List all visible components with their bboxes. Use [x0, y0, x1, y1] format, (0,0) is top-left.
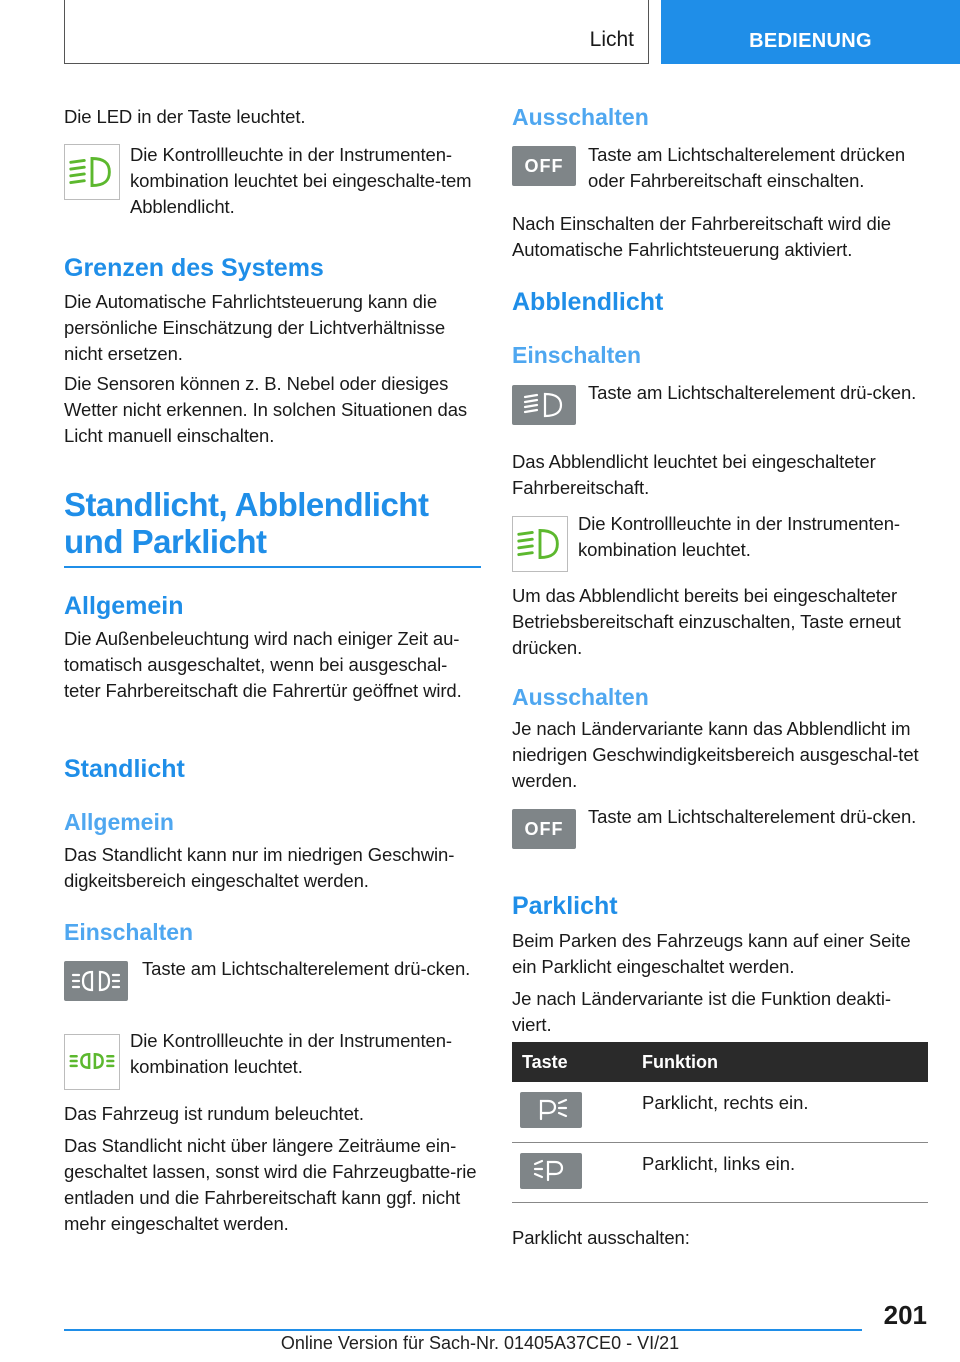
page-number: 201: [883, 1300, 927, 1330]
p-grenzen1: Die Automatische Fahrlichtsteuerung kann die persönliche Einschätzung der Lichtverhältnisse nicht ersetzen.: [64, 291, 446, 364]
table-cell-funktion: Parklicht, rechts ein.: [632, 1082, 928, 1142]
table-header-row: [512, 1042, 928, 1082]
header-box: [64, 0, 649, 64]
heading-stand-allgemein: Allgemein: [64, 809, 174, 835]
heading-standlicht: Standlicht: [64, 755, 185, 783]
heading-abblendlicht: Abblendlicht: [512, 288, 664, 316]
p-abb-leuchtet: Das Abblendlicht leuchtet bei eingeschalteter Fahrbereitschaft.: [512, 451, 876, 498]
btn-stand-text: Taste am Lichtschalterelement drü-cken.: [142, 958, 471, 979]
p-park1: Beim Parken des Fahrzeugs kann auf einer Seite ein Parklicht eingeschaltet werden.: [512, 930, 911, 977]
parking-light-left-button-icon: [520, 1153, 582, 1189]
footer-text: Online Version für Sach-Nr. 01405A37CE0 - VI/21: [280, 1333, 680, 1353]
p-betrieb: Um das Abblendlicht bereits bei eingeschalteter Betriebsbereitschaft einzuschalten, Taste erneut drücken.: [512, 585, 901, 658]
p-laender: Je nach Ländervariante kann das Abblendlicht im niedrigen Geschwindigkeitsbereich ausgeschal-tet werden.: [512, 718, 919, 791]
header-title: Licht: [589, 28, 634, 51]
heading-grenzen: Grenzen des Systems: [64, 254, 324, 282]
ind2-text: Die Kontrollleuchte in der Instrumenten-kombination leuchtet.: [130, 1030, 452, 1077]
p-stand-allgemein: Das Standlicht kann nur im niedrigen Geschwin-digkeitsbereich eingeschaltet werden.: [64, 844, 455, 891]
btn-abb-text: Taste am Lichtschalterelement drü-cken.: [588, 382, 917, 403]
heading-allgemein: Allgemein: [64, 592, 184, 620]
p-led: Die LED in der Taste leuchtet.: [64, 106, 306, 127]
parking-light-right-button-icon: [520, 1092, 582, 1128]
low-beam-indicator-icon-2: [512, 516, 568, 572]
table-row: [512, 1082, 928, 1142]
low-beam-button-icon: [512, 385, 576, 425]
off1-text: Taste am Lichtschalterelement drücken oder Fahrbereitschaft einschalten.: [588, 144, 906, 191]
footer-rule: [64, 1329, 862, 1331]
table-cell-taste: [512, 1142, 632, 1202]
p-nach: Nach Einschalten der Fahrbereitschaft wird die Automatische Fahrlichtsteuerung aktiviert.: [512, 213, 891, 260]
table-cell-funktion: Parklicht, links ein.: [632, 1142, 928, 1202]
p-rundum: Das Fahrzeug ist rundum beleuchtet.: [64, 1103, 364, 1124]
table-cell-taste: [512, 1082, 632, 1142]
parking-light-button-icon: [64, 961, 128, 1001]
heading-abb-einschalten: Einschalten: [512, 342, 642, 368]
ind3-text: Die Kontrollleuchte in der Instrumenten-kombination leuchtet.: [578, 513, 900, 560]
heading-ausschalten: Ausschalten: [512, 104, 649, 130]
off-button-icon-2: OFF: [512, 809, 576, 849]
off2-text: Taste am Lichtschalterelement drü-cken.: [588, 806, 917, 827]
heading-rule: [64, 566, 481, 568]
p-warnung: Das Standlicht nicht über längere Zeiträume ein-geschaltet lassen, sonst wird die Fahrzeugbatte-rie entladen und die Fahrbereitschaft kann ggf. nicht mehr eingeschaltet werden.: [64, 1135, 477, 1234]
heading-abb-ausschalten: Ausschalten: [512, 684, 649, 710]
off-button-icon: OFF: [512, 146, 576, 186]
parking-light-indicator-icon: [64, 1034, 120, 1090]
low-beam-indicator-icon: [64, 144, 120, 200]
heading-main-line2: und Parklicht: [64, 523, 267, 560]
col-funktion: Funktion: [632, 1042, 928, 1082]
p-allgemein: Die Außenbeleuchtung wird nach einiger Zeit au-tomatisch ausgeschaltet, wenn bei ausgeschal-teter Fahrbereitschaft die Fahrertür geöffnet wird.: [64, 628, 462, 701]
heading-stand-einschalten: Einschalten: [64, 919, 194, 945]
heading-main-line1: Standlicht, Abblendlicht: [64, 486, 429, 523]
ind1-text: Die Kontrollleuchte in der Instrumenten-kombination leuchtet bei eingeschalte-tem Abblendlicht.: [130, 144, 472, 217]
p-park2: Je nach Ländervariante ist die Funktion deakti-viert.: [512, 988, 891, 1035]
heading-parklicht: Parklicht: [512, 892, 618, 920]
header-section-tab: BEDIENUNG: [661, 0, 960, 64]
table-row: [512, 1142, 928, 1202]
parklicht-table: [512, 1042, 928, 1203]
p-park-aus: Parklicht ausschalten:: [512, 1227, 690, 1248]
p-grenzen2: Die Sensoren können z. B. Nebel oder diesiges Wetter nicht erkennen. In solchen Situationen das Licht manuell einschalten.: [64, 373, 468, 446]
col-taste: Taste: [512, 1042, 632, 1082]
